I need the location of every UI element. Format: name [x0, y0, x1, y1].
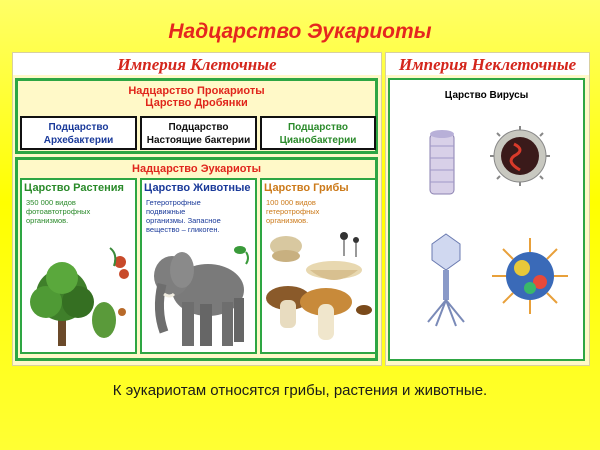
subkingdom-label: Подцарство [287, 122, 349, 133]
kingdom-description: 350 000 видов фотоавтотрофных организмов. [26, 198, 91, 225]
kingdom-description: 100 000 видов гетеротрофных организмов. [266, 198, 320, 225]
kingdom-animals [140, 178, 257, 354]
slide-caption: К эукариотам относятся грибы, растения и животные. [112, 382, 488, 399]
viruses-illustration [390, 116, 583, 356]
subkingdom-label: Подцарство [168, 122, 229, 133]
eukaryotes-superkingdom-label: Надцарство Эукариоты [132, 163, 261, 175]
noncellular-empire-title: Империя Неклеточные [386, 53, 589, 75]
subkingdom-archaebacteria [20, 116, 137, 150]
subkingdom-name: Настоящие бактерии [146, 135, 251, 146]
subkingdom-name: Архебактерии [43, 135, 114, 146]
subkingdom-true-bacteria [140, 116, 257, 150]
prokaryotes-superkingdom-label: Надцарство Прокариоты [128, 85, 265, 97]
mushrooms-illustration [264, 230, 375, 352]
subkingdom-cyanobacteria [260, 116, 376, 150]
elephant-illustration [142, 240, 255, 352]
kingdom-viruses [388, 78, 585, 361]
slide-title: Надцарство Эукариоты [168, 20, 432, 43]
kingdom-description: Гетеротрофные подвижные организмы. Запасное вещество – гликоген. [146, 198, 221, 234]
kingdom-title: Царство Вирусы [444, 90, 529, 101]
subkingdom-label: Подцарство [48, 122, 109, 133]
subkingdom-name: Цианобактерии [279, 135, 357, 146]
cellular-empire-title: Империя Клеточные [13, 53, 381, 75]
kingdom-title: Царство Грибы [264, 182, 349, 194]
prokaryotes-kingdom-label: Царство Дробянки [145, 97, 248, 109]
kingdom-plants [20, 178, 137, 354]
tree-illustration [24, 240, 134, 352]
kingdom-title: Царство Животные [144, 182, 251, 194]
kingdom-title: Царство Растения [24, 182, 124, 194]
kingdom-fungi [260, 178, 377, 354]
